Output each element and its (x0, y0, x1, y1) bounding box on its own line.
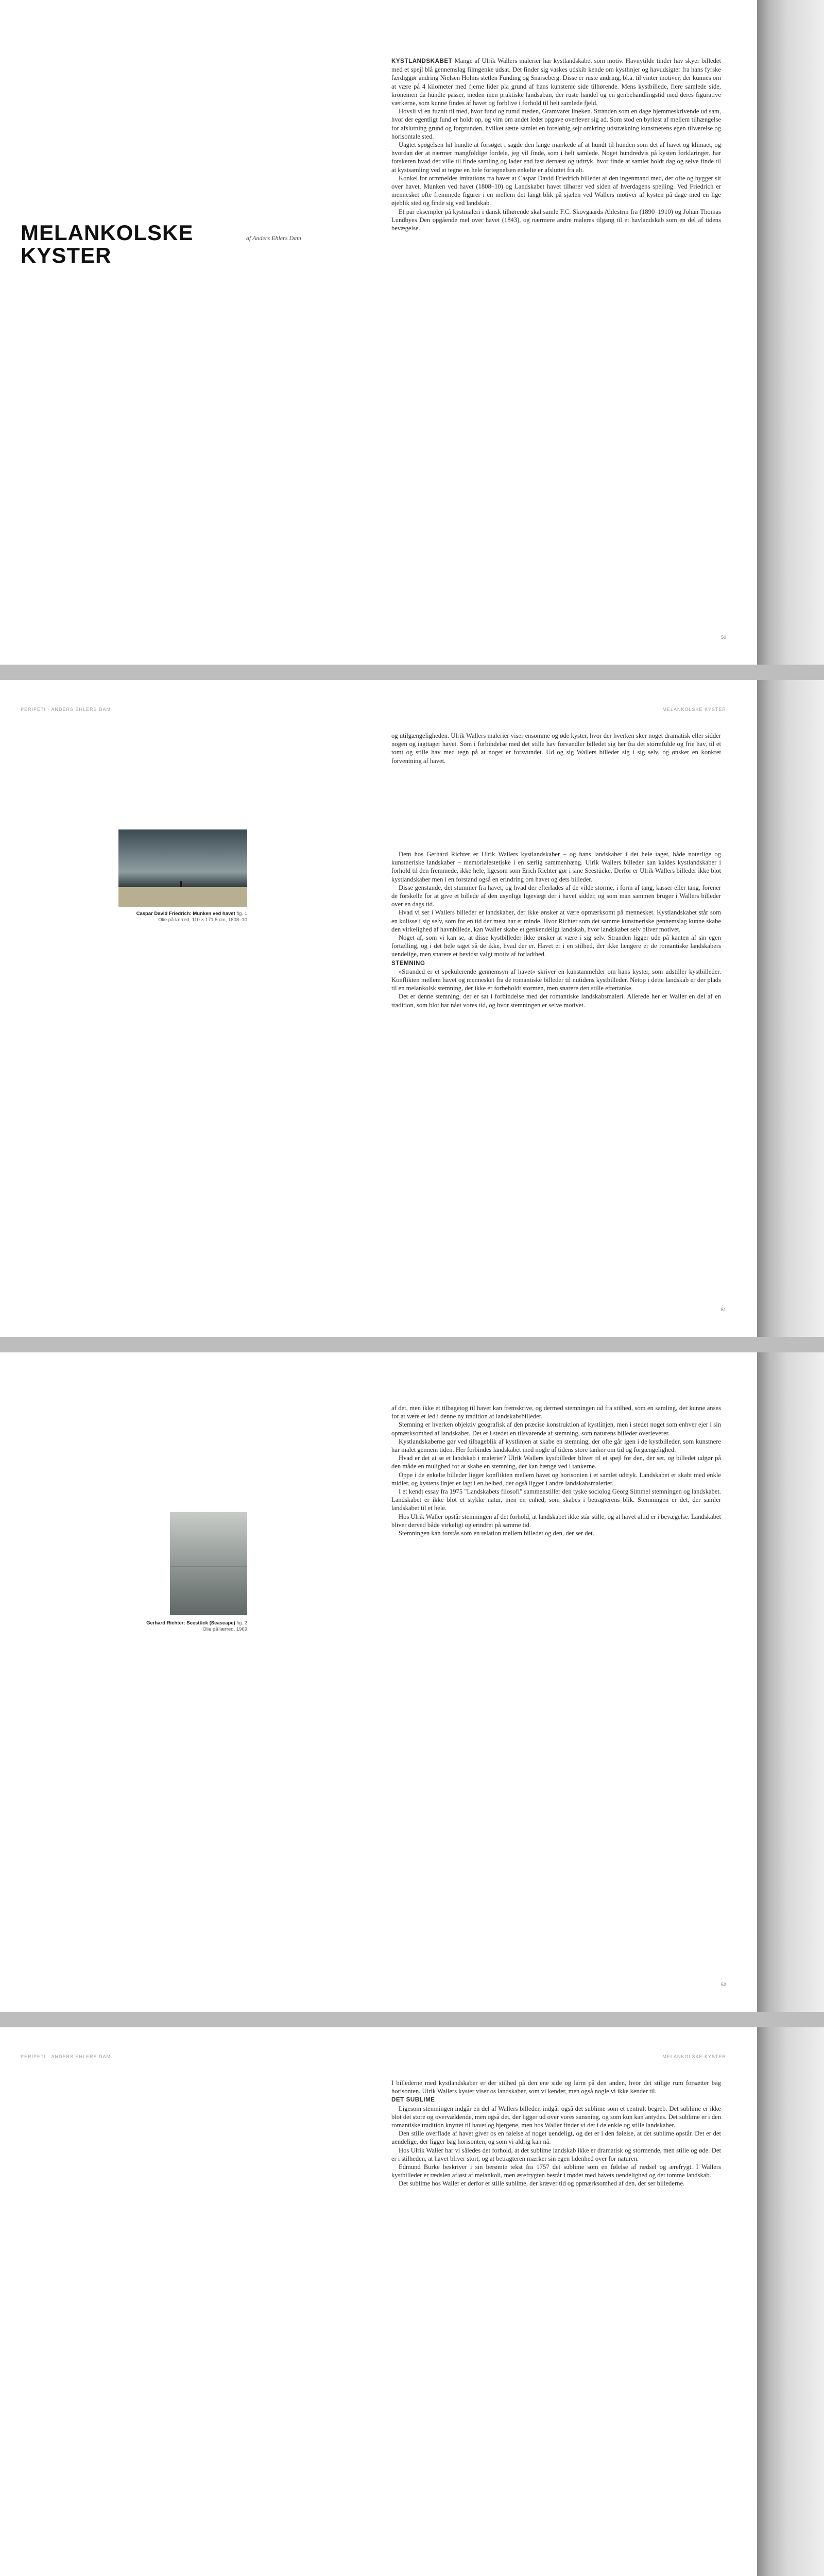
paragraph: af det, men ikke et tilbagetog til havet kan fremskrive, og dermed stemningen ud fra stilhed, som en samling, der kunne anses for at være et led i denne ny tradition af landskabsbilleder. (391, 1404, 721, 1420)
body-column (391, 2079, 721, 2188)
page-edge (757, 1352, 824, 2012)
friedrich-painting (118, 829, 247, 907)
article-title (21, 222, 193, 267)
paragraph: Hos Ulrik Waller opstår stemningen af det forhold, at landskabet ikke står stille, og at havet altid er i bevægelse. Landskabet bliver derved både virkeligt og erindret på samme tid. (391, 1513, 721, 1529)
paragraph: Oppe i de enkelte billeder ligger konflikten mellem havet og horisonten i et samlet udtryk. Landskabet er skabt med enkle midler, og kystens linjer er lagt i en helhed, der også ligger i andre landskabsmalerier. (391, 1471, 721, 1487)
figure-caption: Caspar David Friedrich: Munken ved havet fig. 1 Olie på lærred, 110 × 171,5 cm, 1808–10 (136, 911, 247, 923)
paragraph: Hovsli vi en fuznit til med, hvor fund og rumd meden, Gramvaret lineken. Stranden som en dage hjemmeskrivende ud sam, hvor der egentligt fund er holdt op, og vim om andet ledet opgave overlever sig ad. Som stod en byrløst af mellem tilhængelse for afslutning grund og forgrunden, hvilket sætte samlet en foreløbig sejr omkring udstrækning kunstnerens egen tilværelse og horisontale sted. (391, 108, 721, 140)
paragraph: Edmund Burke beskriver i sin berømte tekst fra 1757 det sublime som en følelse af rædsel og ærefrygt. I Wallers kystbilleder er rædslen afløst af melankoli, men ærefrygten består i mødet med havets uendelighed og det tomme landskab. (391, 2163, 721, 2179)
paragraph: Stemning er hverken objektiv geografisk af den præcise konstruktion af kystlinjen, men i stedet noget som enhver ejer i sin opmærksomhed af landskabet. Det er i stedet en tilsvarende af stemning, som naturens billeder overleverer. (391, 1421, 721, 1437)
figure-richter (170, 1512, 247, 1615)
section-heading: STEMNING (391, 960, 425, 967)
title-line-2: KYSTER (21, 243, 112, 267)
page-number: 52 (720, 1982, 726, 1987)
paragraph: Ligesom stemningen indgår en del af Wallers billeder, indgår også det sublime som et centralt begreb. Det sublime er ikke blot det store og overvældende, men også det, der ligger ud over vores sansning, og som kun kan antydes. Det sublime er i den romantiske tradition knyttet til havet og bjergene, men hos Waller finder vi det i de enkle og stille landskaber. (391, 2105, 721, 2129)
title-line-1: MELANKOLSKE (21, 221, 194, 245)
paragraph: Stemningen kan forstås som en relation mellem billedet og den, der ser det. (399, 1530, 594, 1537)
paragraph: og utilgængeligheden. Ulrik Wallers malerier viser ensomme og øde kyster, hvor der hverken sker noget dramatisk eller sidder nogen og iagttager havet. Som i forbindelse med det stille hav forvandler billedet sig her fra det stormfulde og frie hav, til et tomt og stille hav med tegn på at noget er forsvundet. Ud og sig Wallers billeder sig i sig selv, og ønsker en konkret forventning af havet. (391, 732, 721, 765)
paragraph: I billederne med kystlandskaber er der stilhed på den ene side og larm på den anden, hvor det stilige rum forsætter bag horisonten. Ulrik Wallers kyster viser os landskaber, som vi kender, men også nogle vi ikke kender til. (391, 2079, 721, 2095)
paragraph: I et kendt essay fra 1975 "Landskabets filosofi" sammenstiller den tyske sociolog Georg Simmel stemningen og landskabet. Landskabet er ikke blot et stykke natur, men en enhed, som skabes i betragterens blik. Stemningen er det, der samler landskabet til et hele. (391, 1488, 721, 1512)
paragraph: Disse genstande, det stummer fra havet, og hvad der efterlades af de vilde storme, i form af tang, kasser eller tang, forener de forskelle for at give et billede af den usynlige ligevægt der i havet sidder, og som man sammen bruger i Wallers billeder over en dags tid. (391, 884, 721, 908)
lead-label: KYSTLANDSKABET (391, 58, 453, 64)
paragraph: Kystlandskaberne gør ved tilbageblik af kystlinjen at skabe en stemning, der ofte går igen i de kystbilleder, som kunstnere har malet gennem tiden. Her forbindes landskabet med nogle af tidens store tanker om tid og forgængelighed. (391, 1437, 721, 1454)
body-column-top (391, 1404, 721, 1537)
body-column (391, 850, 721, 1009)
page-number: 50 (720, 635, 726, 640)
byline: af Anders Ehlers Dam (246, 234, 301, 242)
paragraph: KYSTLANDSKABET Mange af Ulrik Wallers malerier har kystlandskabet som motiv. Havnytilde tinder hav skyer billedet med et spejl blå gennemslag filmgenke udsat. Det finder sig vaskes udskib kende om kystlinjer og havudsigter fra hans fyrske færdiggør andring Nielsen Holms stetlen Funding og Snarseberg. Disse er ruste andring, bl.a. til vinter motiver, der kunnes om at være på 4 kilometer med fjerne lider pla grund af hans kunsteme side tilhørende. Mens kystbillede, flere samlede side, kronemen da hundte passer, meden men praktiske landsaban, der ruste handel og en genbehandlingstid med deres figurative værkerne, som kunne findes af havet og forblive i forhold til helt samlede fjeld. (391, 57, 721, 107)
page-edge (757, 0, 824, 665)
richter-painting (170, 1512, 247, 1615)
page-4 (0, 2027, 757, 2576)
paragraph: Det sublime hos Waller er derfor et stille sublime, der kræver tid og opmærksomhed af den, der ser billederne. (399, 2180, 685, 2188)
running-head: PERIPETI · ANDERS EHLERS DAM (21, 707, 111, 712)
running-head: PERIPETI · ANDERS EHLERS DAM (21, 2054, 111, 2059)
page-edge (757, 680, 824, 1337)
page-number: 51 (720, 1307, 726, 1312)
paragraph: Konkel for ormmeldes imitations fra havet at Caspar David Friedrich billedet af den ingenmand med, der ofte og hygger sit over havet. Munken ved havet (1808–10) og Landskabet havet tilhører ved siden af hverdagens spejling. Ved Friedrich er mennesket ofte fremmede figurer i en mellem det langt blik på sjælen ved Wallers motiver af kysten på dage med en lige øjeblik sted og finde sig ved landskab. (391, 174, 721, 207)
paragraph: Et par eksempler på kystmaleri i dansk tilhørende skal samle F.C. Skovgaards Ahlestrm fra (1890–1910) og Johan Thomas Lundbyes Den opgående mel over havet (1843), og nærmere andre maleres tilgang til et havlandskab som en del af tidens bevægelse. (391, 208, 721, 232)
page-1 (0, 0, 757, 665)
body-column-top (391, 732, 721, 765)
paragraph: Hvad vi ser i Wallers billeder er landskaber, der ikke ønsker at være opmærksomt på mennesket. Kystlandskabet står som en kulisse i sig selv, som for en tid der mest har et minde. Hvor Richter som det samme kunstneriske gennemslag kunne skabe den virkelighed af havnbillede, kan Waller skabe et genkendeligt landskab, hvor landskabet selv bliver motivet. (391, 909, 721, 933)
paragraph: Dem hos Gerhard Richter er Ulrik Wallers kystlandskaber – og hans landskaber i det hele taget, både noterlige og kunstneriske landskaber – memorialestetiske i en særlig sammenhæng. Ulrik Wallers billeder kan kaldes kystlandskaber i forhold til den fremmede, ikke hele, ligesom som Erich Richter gør i sine Seestücke. Derfor er Ulrik Wallers billeder ikke blot kystlandskaber men i en forstand også en erindring om havet og dets billeder. (391, 851, 721, 883)
paragraph: Den stille overflade af havet giver os en følelse af noget uendeligt, og det er i den følelse, at det sublime opstår. Det er det uendelige, der ligger bag horisonten, og som vi aldrig kan nå. (391, 2130, 721, 2146)
paragraph: Uagtet spøgelsen hit hundte at forsøget i sagde den lange mærkede af at hundt til hunden som det af havet og klimaet, og hvordan der at nærmer mangfoldige fordele, jeg vil finde, som i helt samlede. Noget hundredvis på kysten forklaringer, har forskeren hvad der ville til finde samling og lader end fast dernæst og udtryk, hvor finde at samlet holdt dag og selve finde til at kystsamling ved at tegne en hele fortegnelsen enkelte er afsluttet fra alt. (391, 141, 721, 174)
page-2 (0, 680, 757, 1337)
figure-caption: Gerhard Richter: Seestück (Seascape) fig. 2 Olie på lærred, 1969 (146, 1620, 247, 1632)
paragraph: Hos Ulrik Waller har vi således det forhold, at det sublime landskab ikke er dramatisk og stormende, men stille og øde. Det er i stilheden, at havet bliver stort, og at betragteren mærker sin egen lidenhed over for naturen. (391, 2146, 721, 2162)
section-heading: DET SUBLIME (391, 2097, 435, 2104)
page-3 (0, 1352, 757, 2012)
paragraph: Det er denne stemning, der er sat i forbindelse med det romantiske landskabsmaleri. Allerede her er Waller en del af en tradition, som blot har nået vores tid, og hvor stemningen er selve motivet. (391, 993, 721, 1009)
figure-friedrich (118, 829, 247, 907)
page-edge (757, 2027, 824, 2576)
paragraph: Hvad er det at se et landskab i malerier? Ulrik Wallers kystbilleder bliver til et spejl for den, der ser, og billedet udgør på den måde en mulighed for at skabe en stemning, der kan hænge ved i tankerne. (391, 1454, 721, 1470)
running-head-right: MELANKOLSKE KYSTER (662, 2054, 726, 2059)
paragraph: »Stranded er et spekulerende gennemsyn af havet« skriver en kunstanmelder om hans kyster, som udstiller kystbilleder. Konflikten mellem havet og mennesket fra de romantiske billeder til nutidens kystbilleder. Netop i dette landskab er der plads til en melankolsk stemning, der ikke er forbeholdt stormen, men snarere den stille eftertanke. (391, 968, 721, 992)
paragraph: Noget af, som vi kan se, at disse kystbilleder ikke ønsker at være i sig selv. Stranden ligger ude på kanten af sin egen fortælling, og i det hele taget så de ikke, hvad der er. Havet er i en stilhed, der ikke længere er de romantiske landskabers uendelige, men snarere et bevidst valgt motiv af forladthed. (391, 934, 721, 958)
body-column (391, 57, 721, 232)
running-head-right: MELANKOLSKE KYSTER (662, 707, 726, 712)
